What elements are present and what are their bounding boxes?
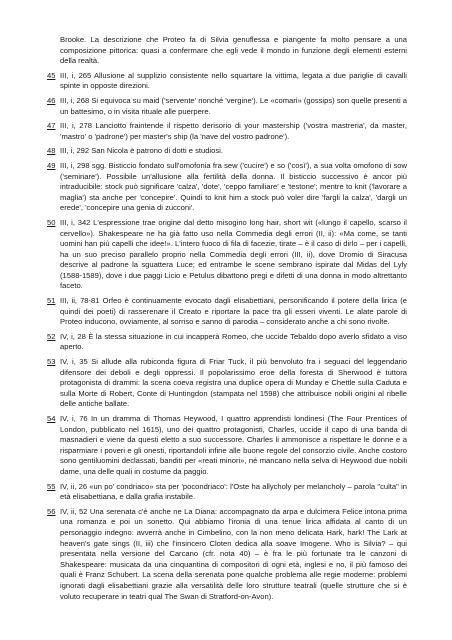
footnote bbox=[47, 332, 407, 353]
footnote bbox=[47, 71, 407, 92]
footnote-number: 47 bbox=[47, 121, 56, 131]
footnote bbox=[47, 121, 407, 142]
footnote-text: IV, i, 28 È la stessa situazione in cui incapperà Romeo, che uccide Tebaldo dopo averlo sfidato a viso aperto. bbox=[60, 331, 407, 352]
footnote bbox=[47, 414, 407, 478]
footnote bbox=[47, 482, 407, 503]
footnote-number: 48 bbox=[47, 146, 56, 156]
footnote-number: 50 bbox=[47, 217, 56, 227]
footnote bbox=[47, 296, 407, 328]
footnotes-page bbox=[47, 35, 407, 606]
footnote-number: 51 bbox=[47, 296, 56, 306]
notes-list bbox=[47, 71, 407, 602]
footnote-text: III, i, 278 Lanciotto fraintende il rispetto derisorio di your mastership ('vostra mastreria', da master, 'mastro' o 'padrone') per master's ship (la 'nave del vostro padrone'). bbox=[60, 121, 407, 141]
footnote-number: 53 bbox=[47, 357, 56, 367]
footnote-text: IV, ii, 26 «un po' condriaco» sta per 'pocondriaco': l'Oste ha allycholy per melancholy – parola "culta" in età elisabettiana, e dalla grafia instabile. bbox=[60, 481, 407, 502]
footnote-text: IV, i, 35 Si allude alla rubiconda figura di Friar Tuck, il più benvoluto fra i seguaci del leggendario difensore dei deboli e degli oppressi. Il popolarissimo eroe della foresta di Sherwood è tuttora protagonista di drammi: la scena coeva registra una duplice opera di Munday e Chettle sulla Caduta e sulla Morte di Robert, Conte di Huntingdon (stampata nel 1598) che attribuisce nobili origini al ribelle delle antiche ballate. bbox=[60, 357, 407, 409]
footnote-number: 49 bbox=[47, 160, 56, 170]
footnote bbox=[47, 96, 407, 117]
footnote-number: 54 bbox=[47, 414, 56, 423]
footnote-text: III, i, 342 L'espressione trae origine dal detto misogino long hair, short wit («lungo il capello, scarso il cervello»). Shakespeare ne ha già fatto uso nella Commedia degli errori (II, ii): «Ma come, se tanti uomini han più capelli che idee!». L'intero fuoco di fila di facezie, tirate – è il caso di dirlo – per i capelli, ha un suo preciso parallelo proprio nella Commedia degli errori (III, ii), dove Dromio di Siracusa descrive al padrone la sguattera Luce; ed entrambe le scene sembrano ispirate dal Midas del Lyly (1588-1589), dove i due paggi Licio e Petulus dibattono pregi e difetti di una donna in modo altrettanto faceto. bbox=[60, 217, 407, 291]
footnote bbox=[47, 218, 407, 292]
footnote-number: 52 bbox=[47, 331, 56, 341]
footnote bbox=[47, 146, 407, 157]
footnote-number: 56 bbox=[47, 506, 56, 516]
footnote-text: III, i, 268 Si equivoca su maid ('servente' nonché 'vergine'). Le «comari» (gossips) son quelle presenti a un battesimo, o in visita rituale alle puerpere. bbox=[60, 95, 407, 116]
footnote-text: III, ii, 78-81 Orfeo è continuamente evocato dagli elisabettiani, personificando il potere della lirica (e quindi dei poeti) di rasserenare il Creato e riportare la pace tra gli esseri viventi. Le alate parole di Proteo inducono, ovviamente, al sorriso e sanno di parodia – considerato anche a chi sono rivolte. bbox=[60, 296, 407, 327]
note-continuation: Brooke. La descrizione che Proteo fa di Silvia genuflessa e piangente fa molto pensare a una composizione pittorica: quasi a confermare che egli vede il mondo in funzione degli elementi esterni della realtà. bbox=[60, 35, 407, 66]
footnote-number: 55 bbox=[47, 481, 56, 491]
footnote-number: 46 bbox=[47, 95, 56, 105]
footnote-text: III, i, 265 Allusione al supplizio consistente nello squartare la vittima, legata a due pariglie di cavalli spinte in opposte direzioni. bbox=[60, 70, 407, 91]
footnote-number: 45 bbox=[47, 70, 56, 80]
footnote bbox=[47, 161, 407, 214]
footnote-text: III, i, 292 San Nicola è patrono di dotti e studiosi. bbox=[60, 146, 223, 156]
footnote bbox=[47, 357, 407, 410]
footnote bbox=[47, 507, 407, 602]
footnote-text: III, i, 298 sgg. Bisticcio fondato sull'omofonia fra sew ('cucire') e so ('così'), a sua volta omofono di sow ('seminare'). Possibile un'allusione alla fertilità della donna. Il bisticcio successivo è ancor più intraducibile: stock può significare 'calza', 'dote', 'ceppo familiare' e 'testone'; mentre to knit ('lavorare a maglia') sta anche per 'concepire'. Quindi to knit him a stock può voler dire 'fargli la calza', 'dargli un erede', 'concepire una genia di zucconi'. bbox=[60, 160, 407, 213]
footnote-text: IV, ii, 52 Una serenata c'è anche ne La Diana: accompagnato da arpa e dulcimera Felice intona prima una romanza e poi un sonetto. Qui abbiamo l'ironia di una tenue lirica affidata al canto di un personaggio indegno: avverrà anche in Cimbelino, con la non meno delicata Hark, hark! The Lark at heaven's gate sings (II, iii) che l'insincero Cloten dedica alla soave Imogene. Who is Silvia? – qui presentata nella versione del Carcano (cfr. nota 40) – è fra le più fortunate tra le canzoni di Shakespeare: musicata da una cinquantina di compositori di ogni età, inglesi e no, il più famoso dei quali è Franz Schubert. La scena della serenata pone qualche problema alle regie moderne: problemi ignorati dagli elisabettiani grazie alla versatilità delle loro strutture teatrali (quelle strutture che si è voluto recuperare in teatri qual The Swan di Stratford-on-Avon). bbox=[60, 506, 407, 601]
footnote-text: IV, i, 76 In un dramma di Thomas Heywood, I quattro apprendisti londinesi (The Four Prentices of London, pubblicato nel 1615), uno dei quattro protagonisti, Charles, uccide il capo di una banda di masnadieri e viene da questi eletto a suo successore. Charles li ammonisce a rispettare le donne e a risparmiare i poveri e gli onesti, riportandoli infine alle buone regole del consorzio civile. Anche costoro sono gentiluomini declassati, banditi per «reati minori», né mancano nella selva di Heywood due nobili dame, una delle quali in costume da paggio. bbox=[60, 414, 407, 476]
